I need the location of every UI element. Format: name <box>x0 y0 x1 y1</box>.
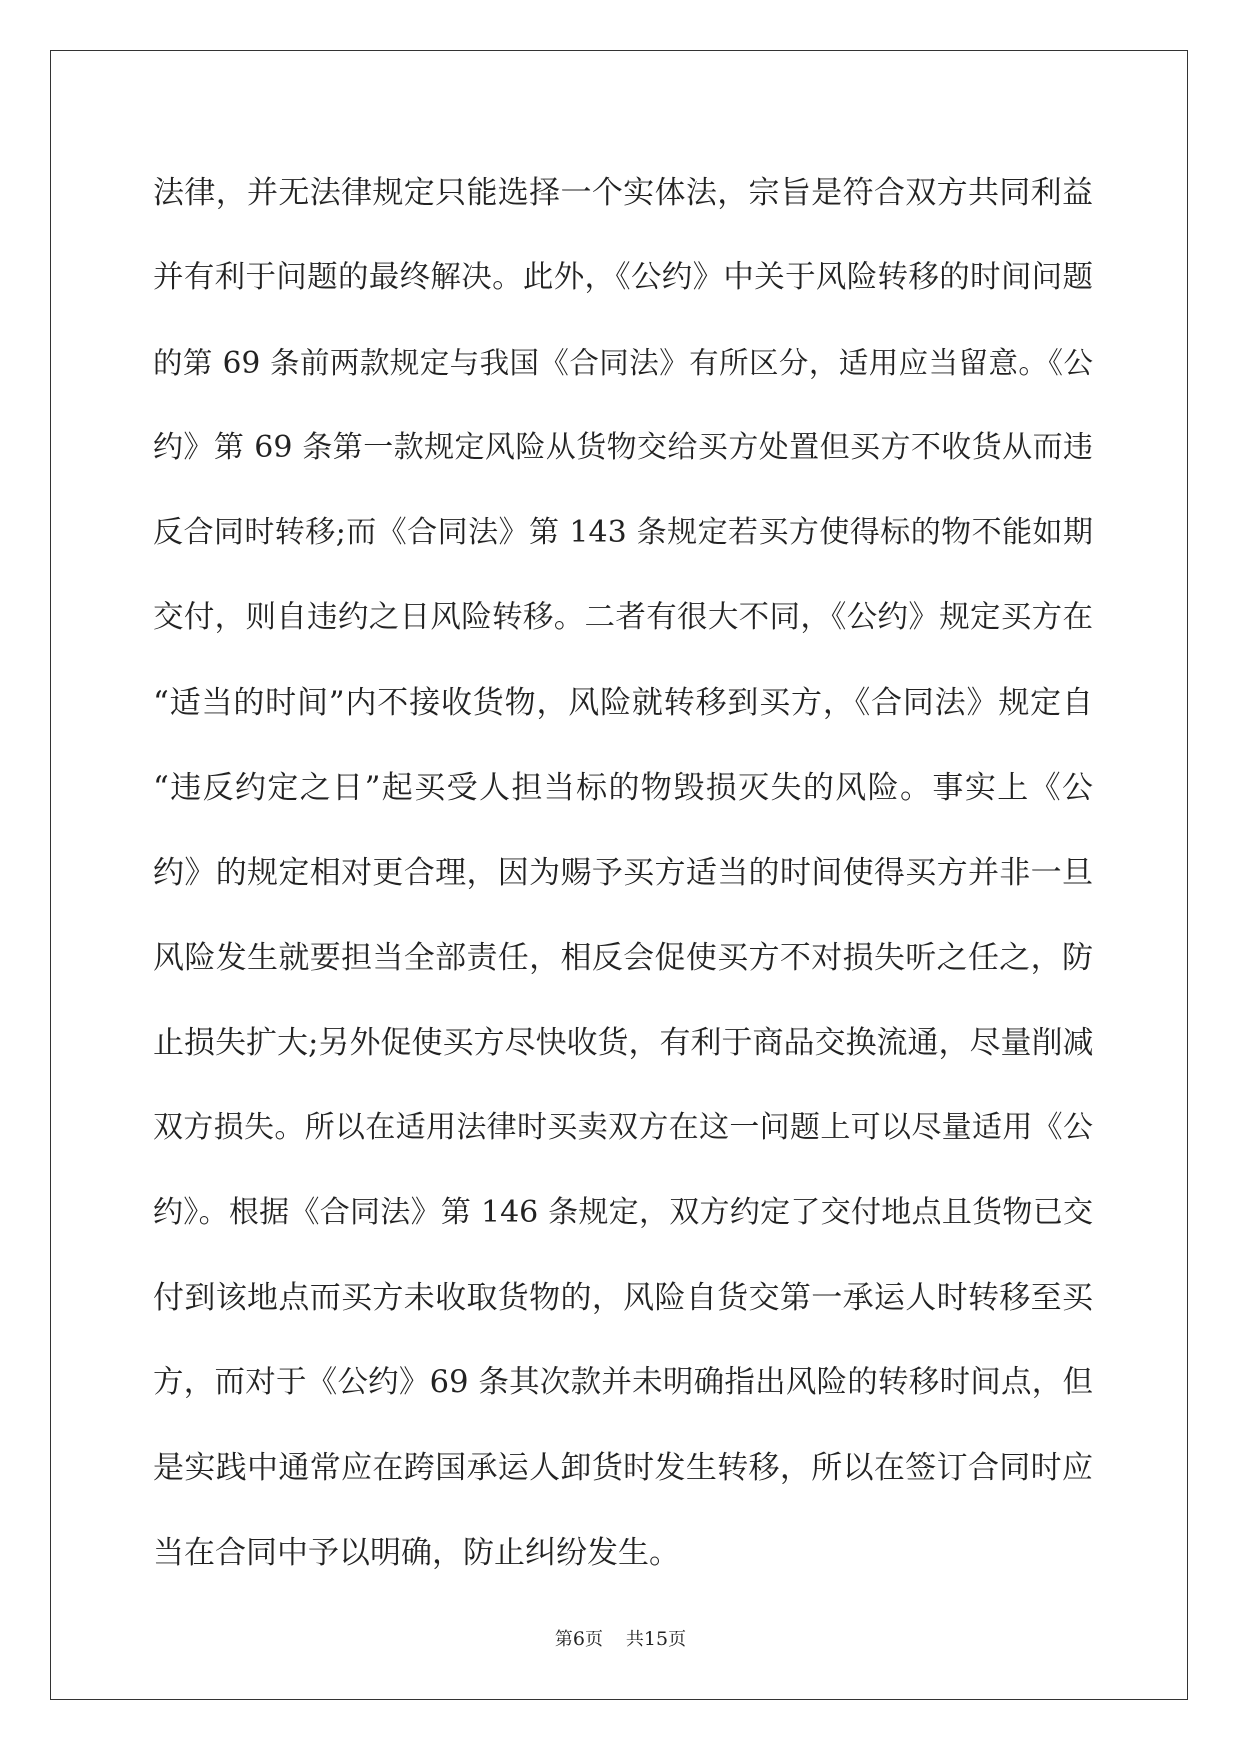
text-line-1: 法律，并无法律规定只能选择一个实体法，宗旨是符合双方共同利益 <box>153 175 1093 211</box>
footer-spacer <box>603 1629 626 1650</box>
text-line-7: “适当的时间”内不接收货物，风险就转移到买方，《合同法》规定自 <box>153 685 1093 721</box>
text-line-14: 付到该地点而买方未收取货物的，风险自货交第一承运人时转移至买 <box>153 1280 1093 1316</box>
text-line-2: 并有利于问题的最终解决。此外，《公约》中关于风险转移的时间问题 <box>153 260 1093 295</box>
text-line-5: 反合同时转移;而《合同法》第 143 条规定若买方使得标的物不能如期 <box>153 515 1093 550</box>
total-pages: 15 <box>643 1628 669 1650</box>
text-line-10: 风险发生就要担当全部责任，相反会促使买方不对损失听之任之，防 <box>153 940 1093 976</box>
text-line-4: 约》第 69 条第一款规定风险从货物交给买方处置但买方不收货从而违 <box>153 430 1093 465</box>
total-prefix: 共 <box>625 1629 644 1650</box>
text-line-6: 交付，则自违约之日风险转移。二者有很大不同，《公约》规定买方在 <box>153 600 1093 635</box>
text-line-15: 方，而对于《公约》69 条其次款并未明确指出风险的转移时间点，但 <box>153 1365 1093 1400</box>
text-line-3: 的第 69 条前两款规定与我国《合同法》有所区分，适用应当留意。《公 <box>153 346 1093 380</box>
text-line-11: 止损失扩大;另外促使买方尽快收货，有利于商品交换流通，尽量削减 <box>153 1025 1094 1061</box>
text-line-12: 双方损失。所以在适用法律时买卖双方在这一问题上可以尽量适用《公 <box>153 1110 1093 1145</box>
page-footer <box>0 1627 1241 1652</box>
text-line-16: 是实践中通常应在跨国承运人卸货时发生转移，所以在签订合同时应 <box>153 1450 1093 1486</box>
page-number: 6 <box>572 1628 585 1650</box>
text-line-13: 约》。根据《合同法》第 146 条规定，双方约定了交付地点且货物已交 <box>153 1195 1093 1230</box>
text-line-17: 当在合同中予以明确，防止纠纷发生。 <box>153 1535 680 1571</box>
text-line-9: 约》的规定相对更合理，因为赐予买方适当的时间使得买方并非一旦 <box>153 855 1093 891</box>
page-suffix: 页 <box>585 1629 603 1650</box>
total-suffix: 页 <box>668 1629 687 1650</box>
page-prefix: 第 <box>554 1629 573 1650</box>
text-line-8: “违反约定之日”起买受人担当标的物毁损灭失的风险。事实上《公 <box>153 770 1093 806</box>
document-body <box>153 160 1093 1605</box>
